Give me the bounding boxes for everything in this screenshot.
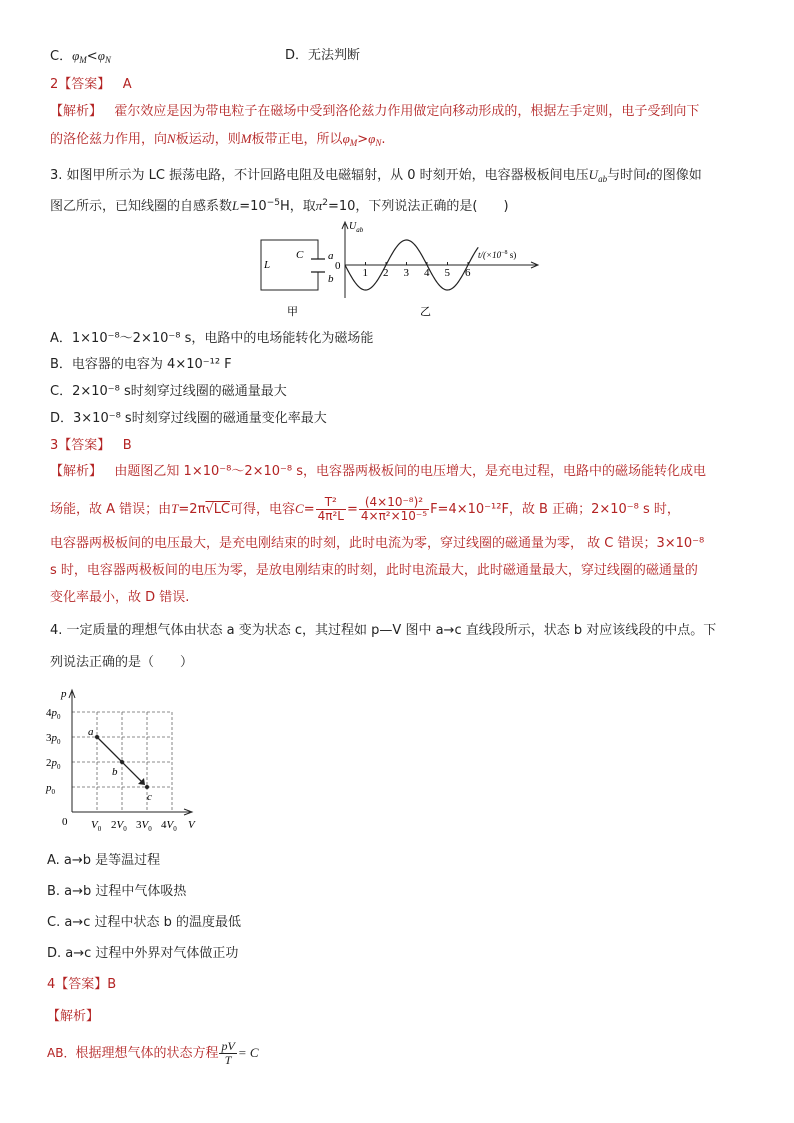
q4-pv-figure xyxy=(44,686,214,838)
lc-circuit xyxy=(261,240,325,290)
explanation-3-line1: 【解析】 由题图乙知 1×10⁻⁸～2×10⁻⁸ s，电容器两极板间的电压增大，是充电过程，电路中的磁场能转化成电 xyxy=(50,464,707,479)
p-axis-ticks xyxy=(45,707,61,796)
t-tick-label: 1 xyxy=(362,267,368,279)
q4-option-a: A. a→b 是等温过程 xyxy=(47,853,161,868)
state-b-point xyxy=(120,760,124,764)
answer-3: 3【答案】 B xyxy=(50,438,132,453)
explanation-3-line4: s 时，电容器两极板间的电压为零，是放电刚结束的时刻，此时电流最大，此时磁通量最大，穿过线圈的磁通量的 xyxy=(50,563,698,578)
state-a-point xyxy=(95,735,99,739)
fraction-capacitance: $\frac{\text{T²}}{\text{4π²L}}$ xyxy=(317,495,344,523)
figure-yi-label: 乙 xyxy=(420,306,431,318)
explanation-4-line1: AB．根据理想气体的状态方程 $\frac{pV}{T}$ = C xyxy=(47,1039,259,1067)
explanation-3-line3: 电容器两极板间的电压最大，是充电刚结束的时刻，此时电流为零，穿过线圈的磁通量为零， 故 C 错误；3×10⁻⁸ xyxy=(50,536,705,551)
pv-origin: 0 xyxy=(62,816,68,828)
t-axis-label: $t/(\times 10^{-8}$ s) xyxy=(478,250,517,260)
fraction-pv-over-t: $\frac{pV}{T}$ xyxy=(221,1039,235,1067)
process-line-ac xyxy=(97,737,144,784)
answer-4: 4【答案】B xyxy=(47,977,117,992)
q3-option-c: C．2×10⁻⁸ s时刻穿过线圈的磁通量最大 xyxy=(50,384,287,399)
q3-figure xyxy=(255,218,545,320)
answer-2: 2【答案】 A xyxy=(50,77,132,92)
p-axis-label: p xyxy=(61,688,67,700)
q3-stem-line1: 3. 如图甲所示为 LC 振荡电路，不计回路电阻及电磁辐射，从 0 时刻开始，电容器极板间电压$U_{ab}$与时间t的图像如 xyxy=(50,167,702,184)
q3-option-d: D．3×10⁻⁸ s时刻穿过线圈的磁通量变化率最大 xyxy=(50,411,327,426)
q3-option-a: A．1×10⁻⁸～2×10⁻⁸ s，电路中的电场能转化为磁场能 xyxy=(50,331,374,346)
t-tick-label: 5 xyxy=(444,267,450,279)
v-axis-label: V xyxy=(188,819,195,831)
t-tick-label: 3 xyxy=(403,267,409,279)
p-tick-label: $4p_0$ xyxy=(46,707,61,721)
fraction-capacitance-values: $\frac{\text{(4×10⁻⁸)²}}{\text{4×π²×10⁻⁵}}$ xyxy=(360,495,428,523)
u-t-graph xyxy=(342,222,538,298)
state-b-label: b xyxy=(112,766,118,778)
p-tick-label: $2p_0$ xyxy=(46,757,61,771)
t-tick-label: 4 xyxy=(424,267,430,279)
q4-option-c: C. a→c 过程中状态 b 的温度最低 xyxy=(47,915,241,930)
t-tick-label: 6 xyxy=(465,267,471,279)
p-tick-label: $3p_0$ xyxy=(46,732,61,746)
explanation-2-line1: 【解析】 霍尔效应是因为带电粒子在磁场中受到洛伦兹力作用做定向移动形成的，根据左手定则，电子受到向下 xyxy=(50,104,700,119)
q3-option-b: B．电容器的电容为 4×10⁻¹² F xyxy=(50,357,232,372)
v-tick-label: $2V_0$ xyxy=(111,819,127,833)
u-axis-label: $U_{ab}$ xyxy=(349,221,364,234)
q4-stem-line2: 列说法正确的是（ ） xyxy=(50,655,194,670)
v-tick-label: $3V_0$ xyxy=(136,819,152,833)
q3-stem-line2: 图乙所示，已知线圈的自感系数$L=10^{-5}H$，取$\pi^2=10$，下列说法正确的是( ) xyxy=(50,198,509,214)
t-tick-label: 2 xyxy=(383,267,389,279)
q4-stem-line1: 4. 一定质量的理想气体由状态 a 变为状态 c，其过程如 p—V 图中 a→c 直线段所示，状态 b 对应该线段的中点。下 xyxy=(50,623,717,638)
capacitor-label: C xyxy=(296,249,304,261)
figure-jia-label: 甲 xyxy=(287,306,298,318)
q4-option-b: B. a→b 过程中气体吸热 xyxy=(47,884,187,899)
v-tick-label: $4V_0$ xyxy=(161,819,177,833)
q4-option-d: D. a→c 过程中外界对气体做正功 xyxy=(47,946,239,961)
v-axis-ticks xyxy=(91,819,177,833)
inductor-label: L xyxy=(264,259,271,271)
explanation-3-line5: 变化率最小，故 D 错误. xyxy=(50,590,190,605)
explanation-2-line2: 的洛伦兹力作用，向N板运动，则M板带正电，所以$\varphi_M>\varphi_N$. xyxy=(50,131,386,148)
plate-b-label: b xyxy=(328,273,334,285)
plate-a-label: a xyxy=(328,250,334,262)
q1-option-d: D．无法判断 xyxy=(285,48,361,63)
state-c-point xyxy=(145,785,149,789)
graph-origin: 0 xyxy=(335,260,341,272)
p-tick-label: $p_0$ xyxy=(46,782,55,796)
state-c-label: c xyxy=(147,791,152,803)
explanation-4-tag: 【解析】 xyxy=(47,1009,100,1024)
v-tick-label: $V_0$ xyxy=(91,819,102,833)
state-a-label: a xyxy=(88,726,94,738)
explanation-3-line2: 场能，故 A 错误；由T=2π√LC可得，电容C= $\frac{\text{T²}}{\text{4π²L}}$ = $\frac{\text{(4×10⁻⁸)²}}{\text{4×π²×10⁻⁵}}$ F=4×10⁻¹²F，故 B 正确；2×10⁻⁸ s 时， xyxy=(50,495,680,523)
q1-option-c: C．$\varphi_M<\varphi_N$ xyxy=(50,48,111,65)
